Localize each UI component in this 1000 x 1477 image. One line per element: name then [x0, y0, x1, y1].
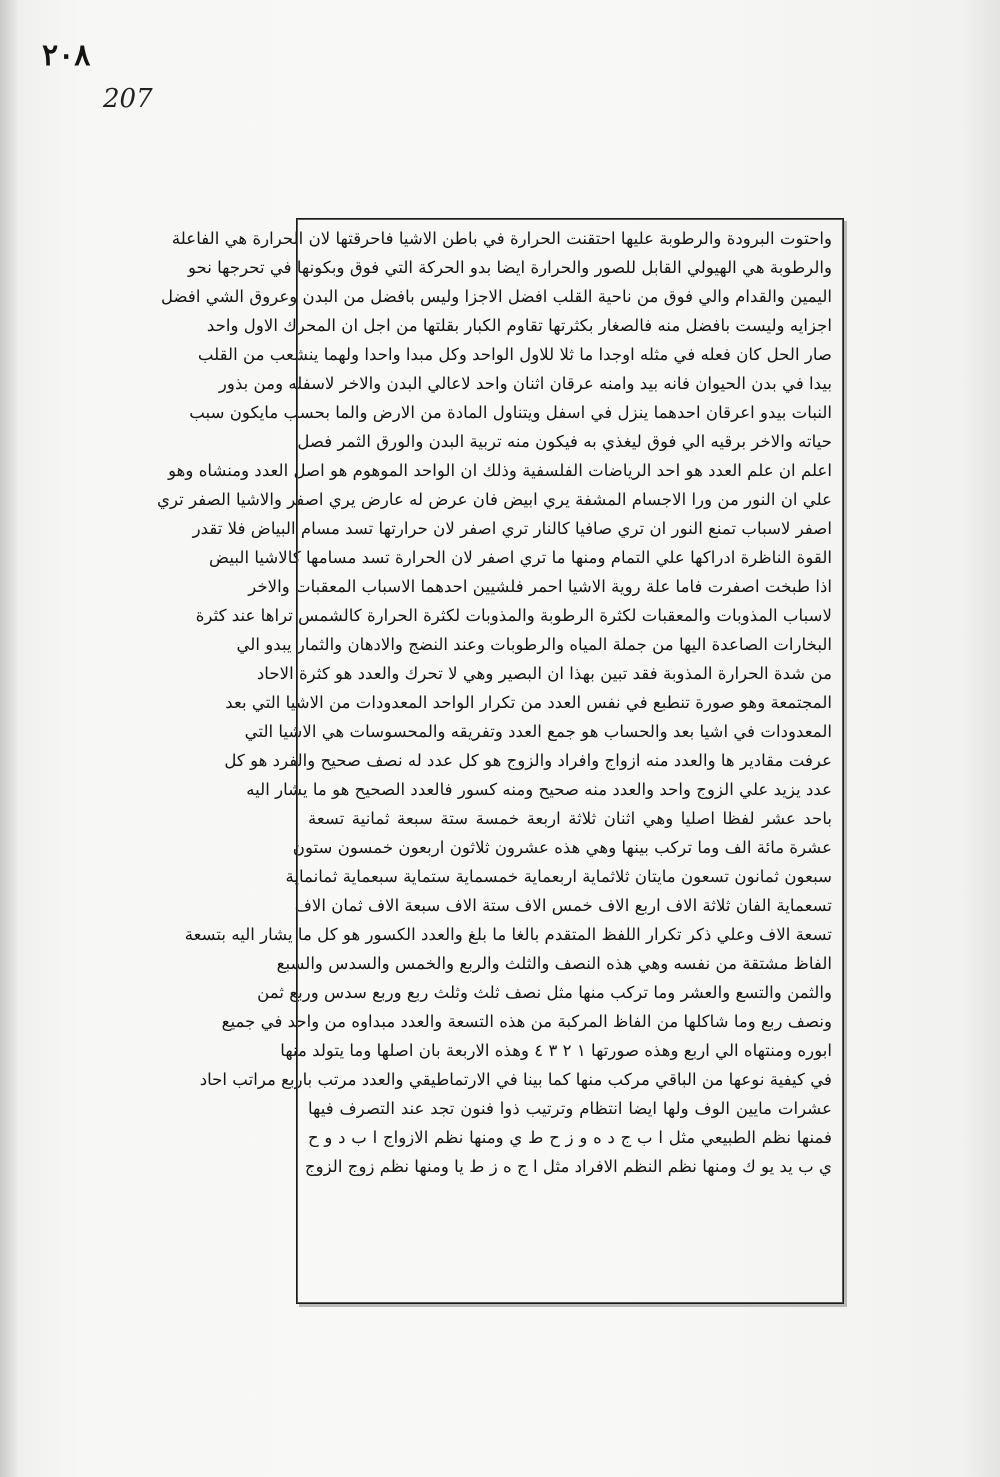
- text-line: ابوره ومنتهاه الي اربع وهذه صورتها ١ ٢ ٣ ٤ وهذه الاربعة بان اصلها وما يتولد منها: [280, 1041, 832, 1060]
- text-line: البخارات الصاعدة اليها من جملة المياه والرطوبات وعند النضج والادهان والثمار يبدو الي: [236, 635, 832, 654]
- text-line: والثمن والتسع والعشر وما تركب منها مثل نصف ثلث وثلث ربع وربع سدس وربع ثمن: [257, 983, 832, 1002]
- text-line: المعدودات في اشيا بعد والحساب هو جمع العدد وتفريقه والمحسوسات هي الاشيا التي: [244, 722, 832, 741]
- text-line: النبات بيدو اعرقان احدهما ينزل في اسفل ويتناول المادة من الارض والما بحسب مايكون سبب: [189, 403, 832, 422]
- text-line: تسعماية الفان ثلاثة الاف اربع الاف خمس الاف ستة الاف سبعة الاف ثمان الاف: [294, 896, 832, 915]
- text-line: عرفت مقادير ها والعدد منه ازواج وافراد والزوج هو كل عدد له نصف صحيح والفرد هو كل: [224, 751, 832, 770]
- text-line: والرطوبة هي الهيولي القابل للصور والحرارة ايضا بدو الحركة التي فوق وبكونها في تحرجها نحو: [187, 258, 832, 277]
- text-line: عدد يزيد علي الزوج واحد والعدد منه صحيح ومنه كسور فالعدد الصحيح هو ما يشار اليه: [246, 780, 832, 799]
- text-line: من شدة الحرارة المذوبة فقد تبين بهذا ان البصير وهي لا تحرك والعدد هو كثرة الاحاد: [256, 664, 832, 683]
- text-line: اصفر لاسباب تمنع النور ان تري صافيا كالنار تري اصفر لان حرارتها تسد مسام البياض فلا تقدر: [192, 519, 832, 538]
- text-line: ونصف ربع وما شاكلها من الفاظ المركبة من هذه التسعة والعدد مبداوه من واحد في جميع: [221, 1012, 832, 1031]
- text-line: تسعة الاف وعلي ذكر تكرار اللفظ المتقدم بالغا ما بلغ والعدد الكسور هو كل ما يشار اليه بتسعة: [184, 925, 832, 944]
- text-line: اعلم ان علم العدد هو احد الرياضات الفلسفية وذلك ان الواحد الموهوم هو اصل العدد ومنشاه وهو: [168, 461, 832, 480]
- page-edge-shadow: [960, 0, 1000, 1477]
- text-line: علي ان النور من ورا الاجسام المشفة يري ابيض فان عرض له عارض يري اصفر والاشيا الصفر تري: [157, 490, 832, 509]
- text-line: واحتوت البرودة والرطوبة عليها احتقنت الحرارة في باطن الاشيا فاحرقتها لان الحرارة هي الفاعلة: [171, 229, 832, 248]
- text-line: لاسباب المذوبات والمعقبات لكثرة الرطوبة والمذوبات لكثرة الحرارة كالشمس تراها عند كثرة: [195, 606, 832, 625]
- text-line: سبعون ثمانون تسعون مايتان ثلاثماية اربعماية خمسماية ستماية سبعماية ثمانماية: [285, 867, 832, 886]
- binding-edge: [0, 0, 18, 1477]
- text-line: عشرات مايين الوف ولها ايضا انتظام وترتيب ذوا فنون تجد عند التصرف فيها: [308, 1099, 832, 1118]
- page-number-arabic: ٢٠٨: [42, 38, 91, 73]
- text-line: ي ب يد يو ك ومنها نظم النظم الافراد مثل ا ج ه ز ط يا ومنها نظم زوج الزوج: [304, 1157, 832, 1176]
- text-line-section-heading: حياته والاخر برقيه الي فوق ليغذي به فيكون منه تربية البدن والورق الثمر فصل: [297, 432, 832, 451]
- text-line: فمنها نظم الطبيعي مثل ا ب ج د ه و ز ح ط ي ومنها نظم الازواج ا ب د و ح: [308, 1128, 832, 1147]
- text-line: المجتمعة وهو صورة تنطبع في نفس العدد من تكرار الواحد المعدودات من الاشيا التي بعد: [225, 693, 832, 712]
- text-line: باحد عشر لفظا اصليا وهي اثنان ثلاثة اربعة خمسة ستة سبعة ثمانية تسعة: [308, 809, 832, 828]
- text-line: اذا طبخت اصفرت فاما علة روية الاشيا احمر فلشيين احدهما الاسباب المعقبات والاخر: [248, 577, 832, 596]
- text-line: الفاظ مشتقة من نفسه وهي هذه النصف والثلث والربع والخمس والسدس والسبع: [276, 954, 832, 973]
- text-line: القوة الناظرة ادراكها علي التمام ومنها ما تري اصفر لان الحرارة تسد مسامها كالاشيا البيض: [209, 548, 832, 567]
- text-line: اليمين والقدام والي فوق من ناحية القلب افضل الاجزا وليس بافضل من البدن وعروق الشي افضل: [160, 287, 832, 306]
- text-line: عشرة مائة الف وما تركب بينها وهي هذه عشرون ثلاثون اربعون خمسون ستون: [292, 838, 832, 857]
- text-line: صار الحل كان فعله في مثله اوجدا ما ثلا للاول الواحد وكل مبدا واحدا ولهما ينشعب من القلب: [197, 345, 832, 364]
- text-line: بيدا في بدن الحيوان فانه بيد وامنه عرقان اثنان واحد لاعالي البدن والاخر لاسفله ومن بذور: [218, 374, 832, 393]
- folio-number: 207: [103, 84, 153, 114]
- manuscript-text: [157, 224, 832, 1298]
- text-block-frame: [157, 218, 844, 1304]
- text-line: اجزايه وليست بافضل منه فالصغار بكثرتها تقاوم الكبار بقلتها من اجل ان المحرك الاول واحد: [206, 316, 832, 335]
- text-line: في كيفية نوعها من الباقي مركب منها كما بينا في الارتماطيقي والعدد مرتب باربع مراتب احاد: [199, 1070, 832, 1089]
